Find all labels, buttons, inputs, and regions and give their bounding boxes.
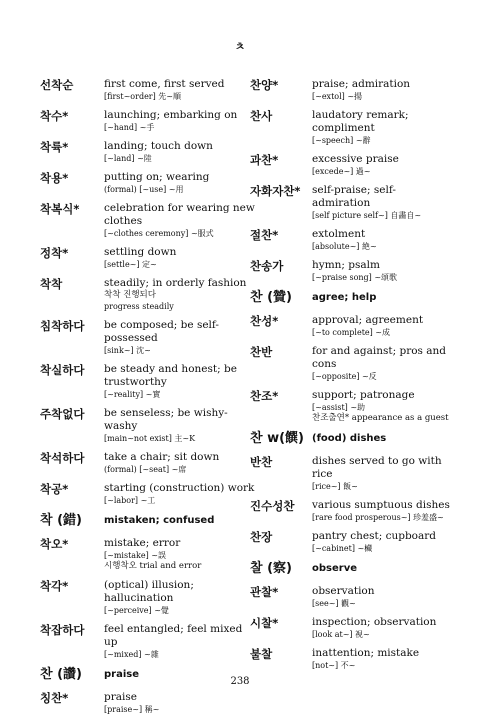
section-character: 찬 w(饌) <box>250 431 304 446</box>
headword: 침착하다 <box>40 319 85 333</box>
definition <box>104 140 255 164</box>
dictionary-entry <box>40 109 255 133</box>
etymology: [~hand] ~手 <box>104 123 155 132</box>
headword: 과찬* <box>250 153 279 167</box>
etymology: [~opposite] ~反 <box>312 372 377 381</box>
etymology: progress steadily <box>104 302 174 311</box>
headword: 관찰* <box>250 585 279 599</box>
dictionary-entry <box>40 319 255 356</box>
definition <box>104 171 255 195</box>
gloss: self-praise; self-admiration <box>312 184 396 209</box>
dictionary-entry <box>250 345 450 382</box>
headword: 자화자찬* <box>250 184 301 198</box>
dictionary-entry <box>250 184 450 221</box>
definition <box>104 691 255 715</box>
left-column <box>40 78 255 722</box>
right-column <box>250 78 450 678</box>
dictionary-entry <box>40 407 255 444</box>
definition <box>104 451 255 475</box>
dictionary-entry <box>40 171 255 195</box>
gloss: for and against; pros and cons <box>312 345 447 370</box>
dictionary-entry <box>250 647 450 671</box>
dictionary-entry <box>40 140 255 164</box>
headword: 시찰* <box>250 616 279 630</box>
page-number: 238 <box>230 676 250 687</box>
etymology: [~cabinet] ~欌 <box>312 544 373 553</box>
etymology: [praise~] 稱~ <box>104 705 160 714</box>
section-character: 찰 (察) <box>250 561 292 576</box>
etymology: [~mixed] ~雜 <box>104 650 159 659</box>
dictionary-entry <box>40 482 255 506</box>
etymology: [~perceive] ~覺 <box>104 606 169 615</box>
definition <box>312 499 450 523</box>
dictionary-entry <box>40 202 255 239</box>
dictionary-entry <box>40 691 255 715</box>
page-header: ㅊ <box>234 40 246 53</box>
gloss: inattention; mistake <box>312 647 420 659</box>
definition <box>104 579 255 616</box>
etymology: (formal) [~seat] ~席 <box>104 465 187 474</box>
entry-block <box>250 78 450 283</box>
dictionary-entry <box>40 277 255 312</box>
gloss: various sumptuous dishes <box>312 499 450 511</box>
example: 착착 진행되다 <box>104 290 156 300</box>
gloss: praise <box>104 691 137 703</box>
definition <box>104 537 255 572</box>
headword: 착공* <box>40 482 69 496</box>
etymology: [~speech] ~辭 <box>312 136 371 145</box>
section-gloss: praise <box>104 669 139 680</box>
etymology: [rice~] 飯~ <box>312 482 358 491</box>
entry-block <box>40 537 255 660</box>
gloss: first come, first served <box>104 78 225 90</box>
gloss: hymn; psalm <box>312 259 380 271</box>
gloss: pantry chest; cupboard <box>312 530 437 542</box>
section-heading <box>250 562 450 576</box>
headword: 진수성찬 <box>250 499 295 513</box>
etymology: [not~] 不~ <box>312 661 356 670</box>
headword: 착각* <box>40 579 69 593</box>
gloss: take a chair; sit down <box>104 451 220 463</box>
etymology: [~mistake] ~誤 <box>104 551 167 560</box>
dictionary-entry <box>40 623 255 660</box>
dictionary-entry <box>40 579 255 616</box>
section-gloss: observe <box>312 563 357 574</box>
dictionary-entry <box>250 455 450 492</box>
definition <box>312 585 450 609</box>
headword: 칭찬* <box>40 691 69 705</box>
etymology: (formal) [~use] ~用 <box>104 185 184 194</box>
section-gloss: agree; help <box>312 292 377 303</box>
definition <box>312 647 450 671</box>
example: 찬조출연* appearance as a guest <box>312 413 449 423</box>
etymology: [~praise song] ~頌歌 <box>312 273 398 282</box>
dictionary-entry <box>250 78 450 102</box>
headword: 착착 <box>40 277 63 291</box>
definition <box>312 78 450 102</box>
definition <box>312 184 450 221</box>
definition <box>312 109 450 146</box>
gloss: inspection; observation <box>312 616 437 628</box>
definition <box>312 616 450 640</box>
headword: 주착없다 <box>40 407 85 421</box>
example: 시행착오 trial and error <box>104 561 202 571</box>
headword: 찬성* <box>250 314 279 328</box>
definition <box>312 259 450 283</box>
gloss: praise; admiration <box>312 78 411 90</box>
gloss: be composed; be self-possessed <box>104 319 219 344</box>
gloss: steadily; in orderly fashion <box>104 277 247 289</box>
dictionary-entry <box>40 451 255 475</box>
etymology: [~land] ~陸 <box>104 154 152 163</box>
section-gloss: mistaken; confused <box>104 515 215 526</box>
definition <box>104 78 255 102</box>
dictionary-entry <box>40 78 255 102</box>
headword: 착오* <box>40 537 69 551</box>
gloss: celebration for wearing new clothes <box>104 202 255 227</box>
entry-block <box>40 691 255 715</box>
definition <box>104 202 255 239</box>
headword: 착잡하다 <box>40 623 85 637</box>
gloss: dishes served to go with rice <box>312 455 442 480</box>
headword: 절찬* <box>250 228 279 242</box>
gloss: landing; touch down <box>104 140 213 152</box>
gloss: approval; agreement <box>312 314 424 326</box>
dictionary-entry <box>250 585 450 609</box>
definition <box>312 530 450 554</box>
etymology: [see~] 觀~ <box>312 599 356 608</box>
headword: 불찰 <box>250 647 273 661</box>
headword: 찬장 <box>250 530 273 544</box>
gloss: laudatory remark; compliment <box>312 109 409 134</box>
section-heading <box>250 432 450 446</box>
etymology: [settle~] 定~ <box>104 260 157 269</box>
definition <box>104 319 255 356</box>
etymology: [~extol] ~揚 <box>312 92 363 101</box>
dictionary-entry <box>250 530 450 554</box>
definition <box>312 389 450 424</box>
definition <box>312 345 450 382</box>
gloss: extolment <box>312 228 366 240</box>
gloss: be steady and honest; be trustworthy <box>104 363 237 388</box>
entry-block <box>250 585 450 671</box>
dictionary-entry <box>40 246 255 270</box>
section-character: 찬 (讚) <box>40 667 82 682</box>
headword: 반찬 <box>250 455 273 469</box>
dictionary-entry <box>250 109 450 146</box>
etymology: [~assist] ~助 <box>312 403 366 412</box>
headword: 착복식* <box>40 202 80 216</box>
dictionary-entry <box>250 499 450 523</box>
gloss: support; patronage <box>312 389 415 401</box>
entry-block <box>40 78 255 506</box>
section-heading <box>40 514 255 528</box>
dictionary-entry <box>250 228 450 252</box>
etymology: [main~not exist] 主~K <box>104 434 196 443</box>
etymology: [look at~] 視~ <box>312 630 370 639</box>
headword: 찬반 <box>250 345 273 359</box>
dictionary-entry <box>40 363 255 400</box>
section-heading <box>250 291 450 305</box>
definition <box>104 277 255 312</box>
gloss: be senseless; be wishy-washy <box>104 407 228 432</box>
etymology: [excede~] 過~ <box>312 167 371 176</box>
definition <box>104 623 255 660</box>
gloss: starting (construction) work <box>104 482 255 494</box>
dictionary-entry <box>250 314 450 338</box>
definition <box>104 407 255 444</box>
definition <box>104 363 255 400</box>
dictionary-entry <box>250 389 450 424</box>
section-character: 착 (錯) <box>40 513 82 528</box>
gloss: settling down <box>104 246 177 258</box>
gloss: (optical) illusion; hallucination <box>104 579 194 604</box>
dictionary-entry <box>250 153 450 177</box>
etymology: [~labor] ~工 <box>104 496 156 505</box>
headword: 착석하다 <box>40 451 85 465</box>
dictionary-entry <box>250 616 450 640</box>
headword: 착륙* <box>40 140 69 154</box>
gloss: mistake; error <box>104 537 181 549</box>
definition <box>104 109 255 133</box>
dictionary-entry <box>250 259 450 283</box>
etymology: [self picture self~] 自畵自~ <box>312 211 422 220</box>
etymology: [sink~] 沈~ <box>104 346 151 355</box>
headword: 착실하다 <box>40 363 85 377</box>
gloss: observation <box>312 585 375 597</box>
etymology: [rare food prosperous~] 珍羞盛~ <box>312 513 444 522</box>
headword: 착용* <box>40 171 69 185</box>
headword: 찬송가 <box>250 259 284 273</box>
headword: 찬양* <box>250 78 279 92</box>
headword: 착수* <box>40 109 69 123</box>
etymology: [~to complete] ~成 <box>312 328 391 337</box>
etymology: [~clothes ceremony] ~服式 <box>104 229 214 238</box>
definition <box>312 153 450 177</box>
dictionary-entry <box>40 537 255 572</box>
gloss: feel entangled; feel mixed up <box>104 623 243 648</box>
headword: 선착순 <box>40 78 74 92</box>
headword: 찬조* <box>250 389 279 403</box>
entry-block <box>250 455 450 554</box>
etymology: [first~order] 先~順 <box>104 92 181 101</box>
gloss: excessive praise <box>312 153 399 165</box>
gloss: launching; embarking on <box>104 109 238 121</box>
section-gloss: (food) dishes <box>312 433 387 444</box>
etymology: [~reality] ~實 <box>104 390 161 399</box>
headword: 찬사 <box>250 109 273 123</box>
definition <box>104 482 255 506</box>
gloss: putting on; wearing <box>104 171 210 183</box>
definition <box>312 228 450 252</box>
definition <box>312 455 450 492</box>
headword: 정착* <box>40 246 69 260</box>
definition <box>104 246 255 270</box>
etymology: [absolute~] 絶~ <box>312 242 377 251</box>
section-character: 찬 (贊) <box>250 290 292 305</box>
definition <box>312 314 450 338</box>
entry-block <box>250 314 450 424</box>
